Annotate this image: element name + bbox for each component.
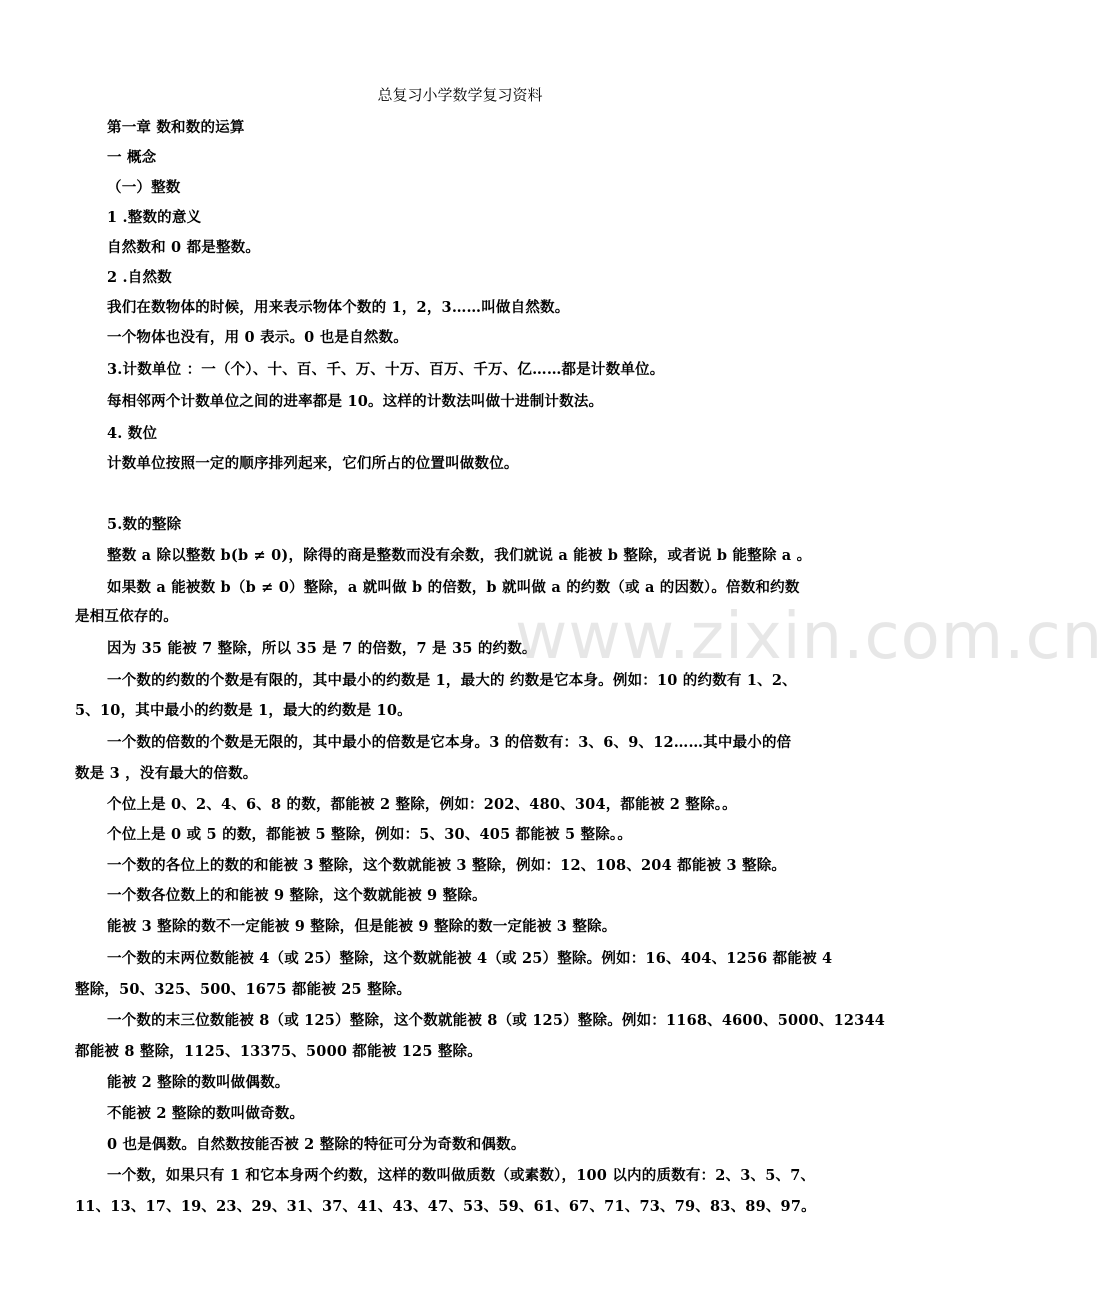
item-heading: 2 .自然数	[107, 269, 172, 286]
paragraph-line: 如果数 a 能被数 b（b ≠ 0）整除，a 就叫做 b 的倍数，b 就叫做 a 的约数（或 a 的因数）。倍数和约数	[107, 579, 800, 596]
paragraph-line: 因为 35 能被 7 整除，所以 35 是 7 的倍数，7 是 35 的约数。	[107, 640, 537, 657]
paragraph-line: 个位上是 0 或 5 的数，都能被 5 整除，例如：5、30、405 都能被 5 整除。。	[107, 826, 633, 843]
paragraph-line: 都能被 8 整除，1125、13375、5000 都能被 125 整除。	[75, 1043, 482, 1060]
document-title: 总复习小学数学复习资料	[377, 86, 543, 104]
paragraph-line: 0 也是偶数。自然数按能否被 2 整除的特征可分为奇数和偶数。	[107, 1136, 526, 1153]
paragraph-line: 计数单位按照一定的顺序排列起来，它们所占的位置叫做数位。	[107, 455, 519, 472]
paragraph-line: 不能被 2 整除的数叫做奇数。	[107, 1105, 305, 1122]
paragraph-line: 整除，50、325、500、1675 都能被 25 整除。	[75, 981, 412, 998]
section-heading: 一 概念	[107, 149, 157, 166]
paragraph-line: 一个数的末两位数能被 4（或 25）整除，这个数就能被 4（或 25）整除。例如：16、404、1256 都能被 4	[107, 950, 833, 967]
paragraph-line: 一个数的约数的个数是有限的，其中最小的约数是 1，最大的 约数是它本身。例如：10 的约数有 1、2、	[107, 672, 797, 689]
paragraph-line: 自然数和 0 都是整数。	[107, 239, 261, 256]
paragraph-line: 个位上是 0、2、4、6、8 的数，都能被 2 整除，例如：202、480、304，都能被 2 整除。。	[107, 796, 737, 813]
item-heading: 3.计数单位 ：一（个）、十、百、千、万、十万、百万、千万、亿……都是计数单位。	[107, 361, 665, 378]
paragraph-line: 整数 a 除以整数 b(b ≠ 0)，除得的商是整数而没有余数，我们就说 a 能被 b 整除，或者说 b 能整除 a 。	[107, 547, 812, 564]
paragraph-line: 能被 2 整除的数叫做偶数。	[107, 1074, 290, 1091]
paragraph-line: 能被 3 整除的数不一定能被 9 整除，但是能被 9 整除的数一定能被 3 整除。	[107, 918, 617, 935]
paragraph-line: 一个数各位数上的和能被 9 整除，这个数就能被 9 整除。	[107, 887, 487, 904]
item-heading: 4. 数位	[107, 425, 158, 442]
paragraph-line: 11、13、17、19、23、29、31、37、41、43、47、53、59、61、67、71、73、79、83、89、97。	[75, 1198, 816, 1215]
paragraph-line: 5、10，其中最小的约数是 1，最大的约数是 10。	[75, 702, 412, 719]
chapter-heading: 第一章 数和数的运算	[107, 119, 245, 136]
item-heading: 5.数的整除	[107, 516, 182, 533]
paragraph-line: 每相邻两个计数单位之间的进率都是 10。这样的计数法叫做十进制计数法。	[107, 393, 604, 410]
item-heading: 1 .整数的意义	[107, 209, 202, 226]
subsection-heading: （一）整数	[107, 179, 181, 196]
paragraph-line: 一个物体也没有，用 0 表示。0 也是自然数。	[107, 329, 408, 346]
paragraph-line: 一个数，如果只有 1 和它本身两个约数，这样的数叫做质数（或素数），100 以内的质数有：2、3、5、7、	[107, 1167, 816, 1184]
paragraph-line: 一个数的倍数的个数是无限的，其中最小的倍数是它本身。3 的倍数有：3、6、9、12……其中最小的倍	[107, 734, 792, 751]
paragraph-line: 一个数的末三位数能被 8（或 125）整除，这个数就能被 8（或 125）整除。例如：1168、4600、5000、12344	[107, 1012, 886, 1029]
paragraph-line: 数是 3 ，没有最大的倍数。	[75, 765, 258, 782]
watermark-text: www.zixin.com.cn	[515, 600, 1103, 674]
paragraph-line: 我们在数物体的时候，用来表示物体个数的 1，2，3……叫做自然数。	[107, 299, 570, 316]
paragraph-line: 一个数的各位上的数的和能被 3 整除，这个数就能被 3 整除，例如：12、108、204 都能被 3 整除。	[107, 857, 787, 874]
paragraph-line: 是相互依存的。	[75, 608, 178, 625]
